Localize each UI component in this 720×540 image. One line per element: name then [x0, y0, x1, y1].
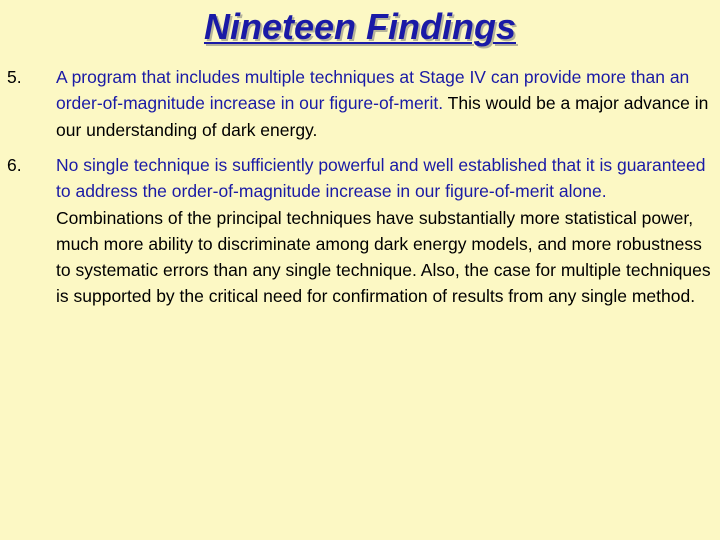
slide-title: Nineteen Findings: [203, 6, 516, 47]
finding-plain-text: Combinations of the principal techniques have substantially more statistical power, much more ability to discriminate among dark energy models, and more robustness to systematic errors than any single technique. Also, the case for multiple techniques is supported by the critical need for confirmation of results from any single method.: [56, 207, 711, 307]
finding-number: 6.: [7, 155, 22, 175]
finding-number: 5.: [7, 67, 22, 87]
finding-text: [56, 64, 712, 143]
finding-plain-text: This would be a major advance in our understanding of dark energy.: [56, 93, 709, 140]
finding-highlighted-text: A program that includes multiple techniques at Stage IV can provide more than an order-of-magnitude increase in our figure-of-merit.: [56, 67, 690, 114]
finding-text: [56, 152, 712, 310]
finding-highlighted-text: No single technique is sufficiently powerful and well established that it is guaranteed to address the order-of-magnitude increase in our figure-of-merit alone.: [56, 155, 706, 202]
